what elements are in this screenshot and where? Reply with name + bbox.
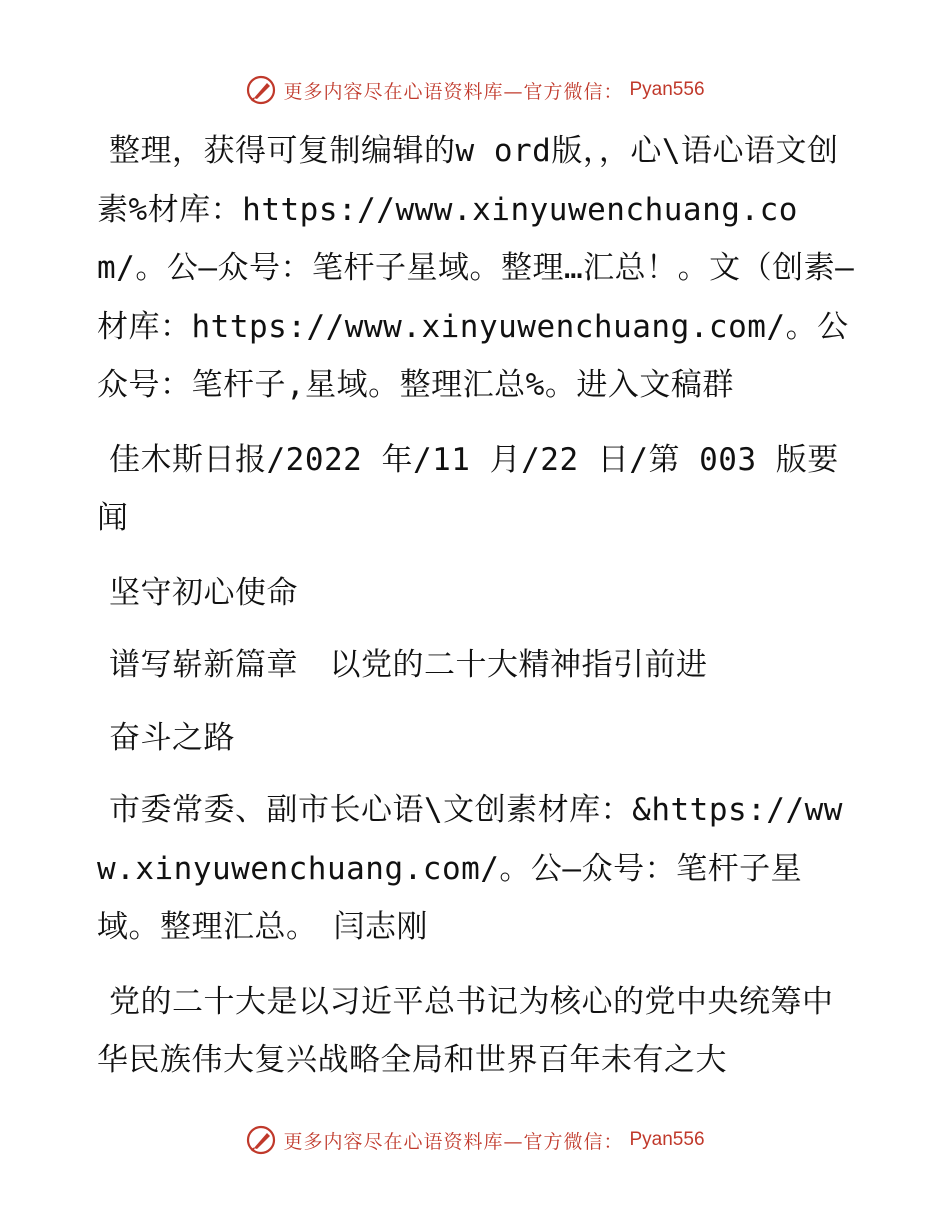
header-banner-inner bbox=[245, 74, 704, 106]
footer-wechat-id: Pyan556 bbox=[629, 1129, 705, 1150]
headline-2: 谱写崭新篇章 以党的二十大精神指引前进 bbox=[109, 647, 708, 683]
document-body bbox=[97, 122, 857, 1106]
author-line: 市委常委、副市长心语\文创素材库：&https://www.xinyuwenchuang.com/。公—众号：笔杆子星域。整理汇总。 闫志刚 bbox=[97, 792, 843, 945]
source-line: 佳木斯日报/2022 年/11 月/22 日/第 003 版要闻 bbox=[97, 441, 839, 536]
quill-logo-icon bbox=[245, 74, 277, 106]
header-banner-text: 更多内容尽在心语资料库—官方微信： bbox=[283, 80, 624, 103]
headline-1: 坚守初心使命 bbox=[109, 574, 298, 611]
footer-banner-text: 更多内容尽在心语资料库—官方微信： bbox=[283, 1130, 624, 1153]
footer-banner-inner bbox=[245, 1124, 704, 1156]
quill-logo-icon bbox=[245, 1124, 277, 1156]
footer-banner bbox=[0, 1120, 950, 1160]
body-paragraph: 党的二十大是以习近平总书记为核心的党中央统筹中华民族伟大复兴战略全局和世界百年未有之大 bbox=[97, 983, 834, 1078]
headline-3: 奋斗之路 bbox=[109, 719, 235, 756]
header-wechat-id: Pyan556 bbox=[629, 79, 705, 100]
header-banner bbox=[0, 70, 950, 110]
intro-paragraph: 整理，获得可复制编辑的w ord版，，心\语心语文创素%材库：https://www.xinyuwenchuang.com/。公—众号：笔杆子星域。整理…汇总！。文（创素—材库：https://www.xinyuwenchuang.com/。公众号：笔杆子,星域。整理汇总%。进入文稿群 bbox=[97, 133, 855, 403]
